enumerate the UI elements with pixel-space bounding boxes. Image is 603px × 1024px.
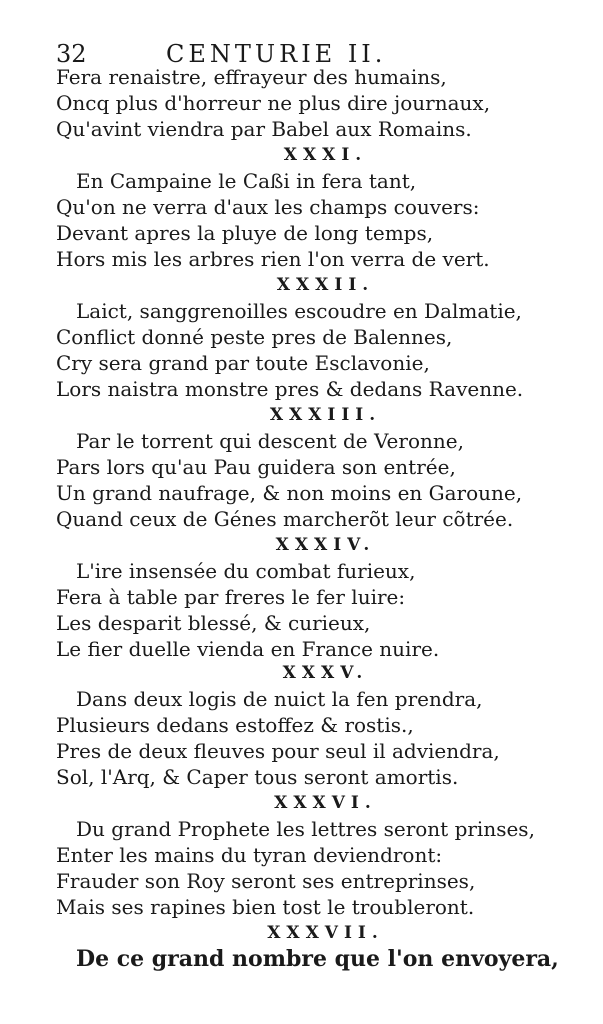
running-title: CENTURIE II. — [166, 40, 387, 68]
quatrain — [0, 920, 603, 972]
quatrain-number: XXXIV. — [275, 535, 376, 555]
quatrain-number: XXXII. — [276, 275, 375, 295]
verse-line: Par le torrent qui descent de Veronne, — [76, 429, 464, 453]
page-number: 32 — [56, 40, 87, 68]
verse-line: Cry sera grand par toute Esclavonie, — [56, 351, 430, 375]
quatrain-number: XXXVII. — [267, 923, 384, 943]
verse-line: Le fier duelle vienda en France nuire. — [56, 637, 440, 661]
verse-line: Qu'avint viendra par Babel aux Romains. — [56, 117, 472, 141]
verse-line: Du grand Prophete les lettres seront prinses, — [76, 817, 535, 841]
quatrain — [0, 272, 603, 402]
verse-line: L'ire insensée du combat furieux, — [76, 559, 416, 583]
quatrain — [0, 532, 603, 662]
quatrain-number: XXXI. — [283, 145, 368, 165]
verse-line: Devant apres la pluye de long temps, — [56, 221, 434, 245]
quatrain — [0, 402, 603, 532]
verse-line: Plusieurs dedans estoffez & rostis., — [56, 713, 414, 737]
verse-line: Enter les mains du tyran deviendront: — [56, 843, 443, 867]
verse-line: Dans deux logis de nuict la fen prendra, — [76, 687, 483, 711]
verse-line: Pars lors qu'au Pau guidera son entrée, — [56, 455, 456, 479]
verse-line: Un grand naufrage, & non moins en Garoune, — [56, 481, 523, 505]
verse-line: Fera à table par freres le fer luire: — [56, 585, 406, 609]
quatrain — [0, 142, 603, 272]
quatrain-number: XXXV. — [282, 663, 369, 683]
continued-stanza — [0, 64, 603, 142]
verse-line: En Campaine le Caßi in fera tant, — [76, 169, 417, 193]
verse-line: Fera renaistre, effrayeur des humains, — [56, 65, 447, 89]
verse-line: Quand ceux de Génes marcherõt leur cõtrée. — [56, 507, 514, 531]
quatrain — [0, 660, 603, 790]
verse-line: Oncq plus d'horreur ne plus dire journaux, — [56, 91, 491, 115]
quatrain — [0, 790, 603, 920]
verse-line: Frauder son Roy seront ses entreprinses, — [56, 869, 476, 893]
verse-line: Lors naistra monstre pres & dedans Ravenne. — [56, 377, 524, 401]
verse-line: Mais ses rapines bien tost le troubleront. — [56, 895, 475, 919]
verse-line: Les desparit blessé, & curieux, — [56, 611, 371, 635]
verse-line: Qu'on ne verra d'aux les champs couvers: — [56, 195, 480, 219]
quatrain-number: XXXVI. — [274, 793, 377, 813]
verse-line: Conflict donné peste pres de Balennes, — [56, 325, 453, 349]
verse-line: Laict, sanggrenoilles escoudre en Dalmatie, — [76, 299, 522, 323]
quatrain-number: XXXIII. — [269, 405, 382, 425]
verse-line: Hors mis les arbres rien l'on verra de vert. — [56, 247, 490, 271]
verse-line: Sol, l'Arq, & Caper tous seront amortis. — [56, 765, 459, 789]
verse-line: Pres de deux fleuves pour seul il adviendra, — [56, 739, 500, 763]
verse-line: De ce grand nombre que l'on envoyera, — [76, 946, 559, 972]
